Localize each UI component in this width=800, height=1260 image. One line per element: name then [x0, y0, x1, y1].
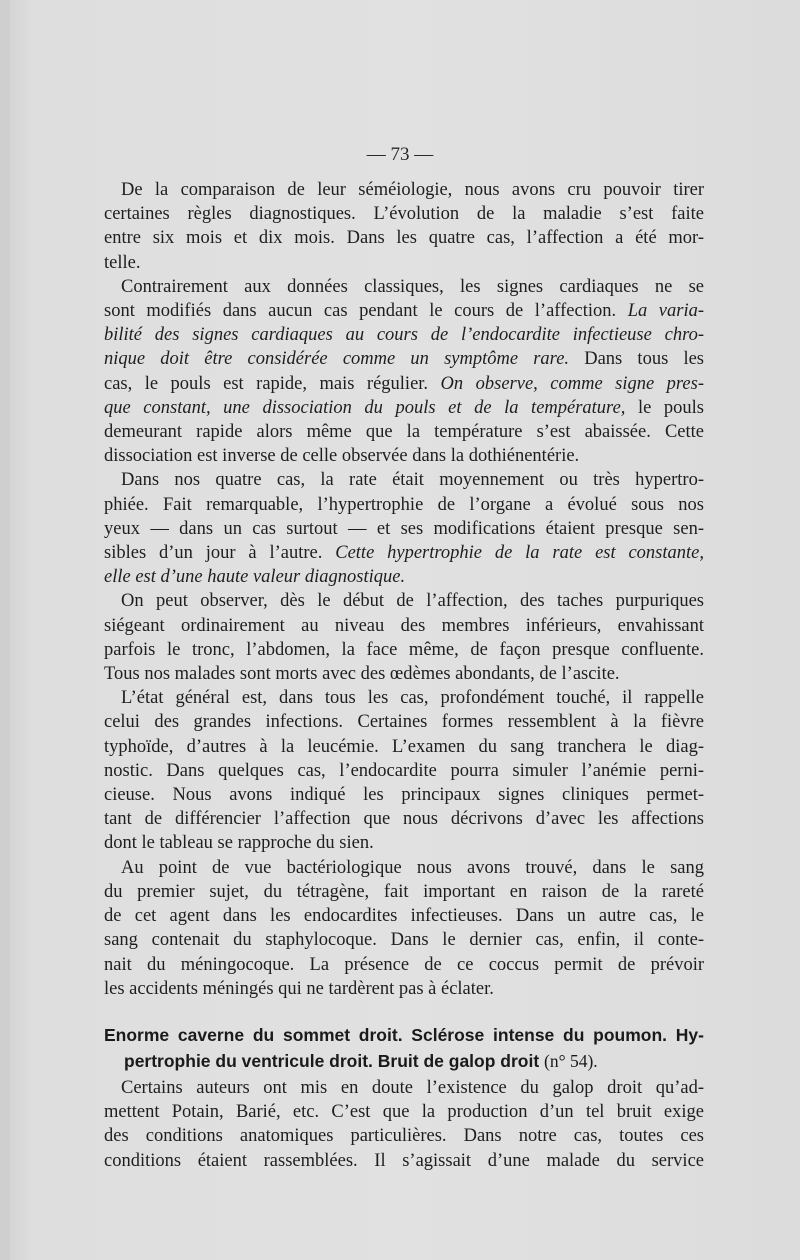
heading-text: pertrophie du ventricule droit. Bruit de galop droit: [124, 1051, 540, 1071]
italic-text: elle est d’une haute valeur diagnostique.: [104, 567, 406, 588]
text-line: [104, 565, 704, 589]
heading-line: Enorme caverne du sommet droit. Sclérose intense du poumon. Hy-: [104, 1025, 704, 1045]
case-heading: [104, 1022, 704, 1074]
text-line: yeux — dans un cas surtout — et ses modifications étaient presque sen-: [104, 518, 704, 539]
italic-text: bilité des signes cardiaques au cours de l’endocardite infectieuse chro-: [104, 325, 704, 346]
text-line: entre six mois et dix mois. Dans les quatre cas, l’affection a été mor-: [104, 228, 704, 249]
text-line: mettent Potain, Barié, etc. C’est que la production d’un tel bruit exige: [104, 1102, 704, 1123]
text-line: sang contenait du staphylocoque. Dans le dernier cas, enfin, il conte-: [104, 930, 704, 951]
text-line: Contrairement aux données classiques, les signes cardiaques ne se: [121, 276, 704, 297]
text-line: siégeant ordinairement au niveau des membres inférieurs, envahissant: [104, 615, 704, 636]
text-line: dissociation est inverse de celle observée dans la dothiénentérie.: [104, 446, 580, 467]
text-line: cieuse. Nous avons indiqué les principaux signes cliniques permet-: [104, 785, 704, 806]
paragraph: [104, 686, 704, 855]
case-number: (n° 54).: [544, 1051, 598, 1071]
italic-text: nique doit être considérée comme un symptôme rare.: [104, 349, 570, 370]
italic-text: La varia-: [627, 301, 704, 322]
paragraph: [104, 856, 704, 1001]
text-line: du premier sujet, du tétragène, fait important en raison de la rareté: [104, 881, 704, 902]
text-line: des conditions anatomiques particulières. Dans notre cas, toutes ces: [104, 1126, 704, 1147]
text-line: [104, 323, 704, 347]
text-line: typhoïde, d’autres à la leucémie. L’examen du sang tranchera le diag-: [104, 736, 704, 757]
text-line: Certains auteurs ont mis en doute l’existence du galop droit qu’ad-: [121, 1078, 704, 1098]
text-line: Au point de vue bactériologique nous avons trouvé, dans le sang: [121, 857, 704, 878]
text-line: Dans nos quatre cas, la rate était moyennement ou très hypertro-: [121, 470, 704, 491]
text-line: L’état général est, dans tous les cas, profondément touché, il rappelle: [121, 688, 704, 709]
text-line: sibles d’un jour à l’autre. Cette hypertrophie de la rate est constante,: [104, 543, 704, 564]
text-line: certaines règles diagnostiques. L’évolution de la maladie s’est faite: [104, 204, 704, 225]
page-number: — 73 —: [366, 144, 434, 165]
text-line: nostic. Dans quelques cas, l’endocardite pourra simuler l’anémie perni-: [104, 760, 704, 781]
paragraph: [104, 275, 704, 469]
text-line: parfois le tronc, l’abdomen, la face même, de façon presque confluente.: [104, 639, 704, 660]
text-line: nique doit être considérée comme un symptôme rare. Dans tous les: [104, 349, 705, 370]
text-line: dont le tableau se rapproche du sien.: [104, 833, 374, 854]
italic-text: Cette hypertrophie de la rate est constante,: [335, 543, 704, 564]
text-line: de cet agent dans les endocardites infectieuses. Dans un autre cas, le: [104, 906, 704, 927]
text-line: nait du méningocoque. La présence de ce coccus permit de prévoir: [104, 954, 704, 975]
text-line: telle.: [104, 252, 141, 273]
paragraph: [104, 178, 704, 275]
text-line: cas, le pouls est rapide, mais régulier. On observe, comme signe pres-: [104, 373, 705, 394]
text-line: Tous nos malades sont morts avec des œdèmes abondants, de l’ascite.: [104, 664, 620, 685]
text-line: sont modifiés dans aucun cas pendant le cours de l’affection. La varia-: [104, 301, 704, 322]
italic-text: que constant, une dissociation du pouls et de la température,: [104, 397, 626, 418]
text-line: De la comparaison de leur séméiologie, nous avons cru pouvoir tirer: [121, 180, 704, 200]
main-text: [104, 178, 704, 1001]
final-paragraph: [104, 1076, 704, 1173]
paragraph: [104, 589, 704, 686]
text-line: conditions étaient rassemblées. Il s’agissait d’une malade du service: [104, 1150, 704, 1171]
text-line: On peut observer, dès le début de l’affection, des taches purpuriques: [121, 591, 704, 612]
text-line: demeurant rapide alors même que la température s’est abaissée. Cette: [104, 422, 704, 443]
text-line: phiée. Fait remarquable, l’hypertrophie de l’organe a évolué sous nos: [104, 494, 704, 515]
text-line: celui des grandes infections. Certaines formes ressemblent à la fièvre: [104, 712, 704, 733]
paragraph: [104, 468, 704, 589]
text-line: que constant, une dissociation du pouls et de la température, le pouls: [104, 397, 704, 418]
text-line: les accidents méningés qui ne tardèrent pas à éclater.: [104, 978, 494, 999]
italic-text: On observe, comme signe pres-: [440, 373, 705, 394]
text-line: tant de différencier l’affection que nous décrivons d’avec les affections: [104, 809, 704, 830]
heading-line: [104, 1048, 704, 1074]
